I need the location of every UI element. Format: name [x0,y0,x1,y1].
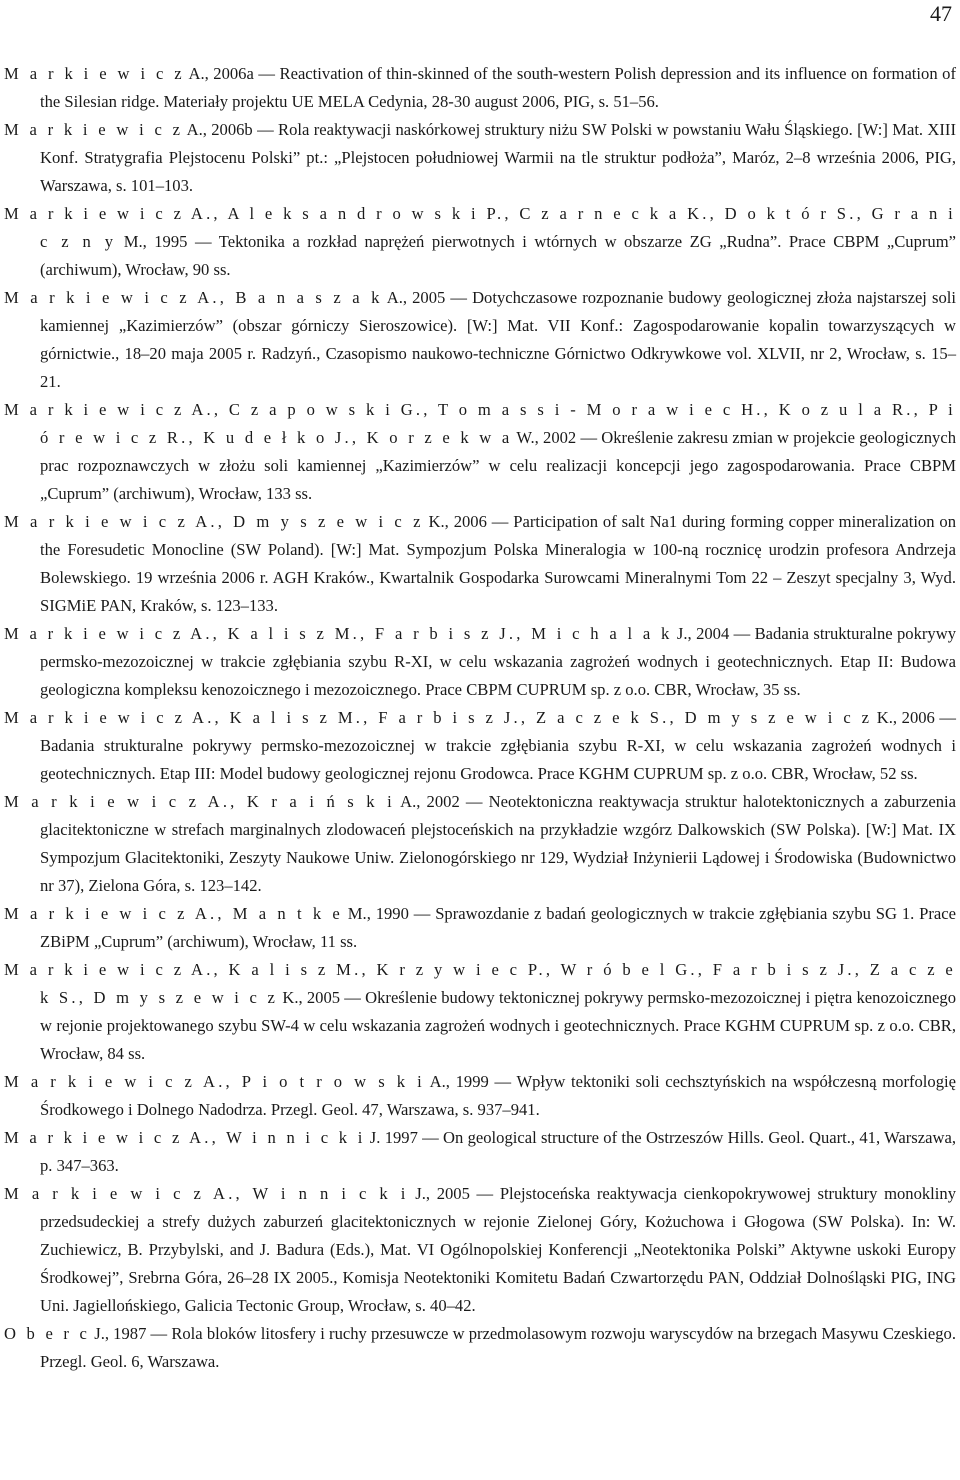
reference-details: M., 1990 — Sprawozdanie z badań geologicznych w trakcie zgłębiania szybu SG 1. Prace ZBiPM „Cuprum” (archiwum), Wrocław, 11 ss. [40,904,956,951]
reference-entry [4,1180,956,1320]
reference-entry [4,956,956,1068]
reference-authors: M a r k i e w i c z [4,120,184,139]
reference-entry [4,396,956,508]
reference-entry [4,1068,956,1124]
reference-details: K., 2006 — Participation of salt Na1 during forming copper mineralization on the Foresudetic Monocline (SW Poland). [W:] Mat. Sympozjum Polska Mineralogia w 100-ną rocznicę urodzin profesora Andrzeja Bolewskiego. 19 września 2006 r. AGH Kraków., Kwartalnik Gospodarka Surowcami Mineralnymi Tom 22 – Zeszyt specjalny 3, Wyd. SIGMiE PAN, Kraków, s. 123–133. [40,512,956,615]
reference-entry [4,284,956,396]
reference-entry [4,704,956,788]
reference-details: K., 2005 — Określenie budowy tektonicznej pokrywy permsko-mezozoicznej i piętra kenozoicznego w rejonie projektowanego szybu SW-4 w celu wskazania zagrożeń wodnych i geotechnicznych. Prace KGHM CUPRUM sp. z o.o. CBR, Wrocław, 84 ss. [40,988,956,1063]
reference-entry [4,200,956,284]
reference-authors: M a r k i e w i c z A., P i o t r o w s k i [4,1072,425,1091]
reference-authors: M a r k i e w i c z A., C z a p o w s k i G., T o m a s s i - M o r a w i e c H., K o z u l a R., P i ó r e w i c z R., K u d e ł k o J., K o r z e k w a [4,400,956,447]
reference-entry [4,60,956,116]
reference-authors: M a r k i e w i c z A., B a n a s z a k [4,288,383,307]
reference-details: A., 2002 — Neotektoniczna reaktywacja struktur halotektonicznych a zaburzenia glacitektoniczne w strefach marginalnych zlodowaceń plejstoceńskich na przykładzie wzgórz Dalkowskich (SW Polska). [W:] Mat. IX Sympozjum Glacitektoniki, Zeszyty Naukowe Uniw. Zielonogórskiego nr 129, Wydział Inżynierii Lądowej i Środowiska (Budownictwo nr 37), Zielona Góra, s. 123–142. [40,792,956,895]
reference-authors: M a r k i e w i c z A., K r a i ń s k i [4,792,395,811]
page-number: 47 [930,1,952,26]
reference-entry [4,1124,956,1180]
reference-authors: M a r k i e w i c z [4,64,185,83]
reference-details: W., 2002 — Określenie zakresu zmian w projekcie geologicznych prac rozpoznawczych w złożu soli kamiennej „Kazimierzów” w celu realizacji koncepcji jego zagospodarowania. Prace CBPM „Cuprum” (archiwum), Wrocław, 133 ss. [40,428,956,503]
reference-authors: O b e r c [4,1324,91,1343]
reference-authors: M a r k i e w i c z A., D m y s z e w i c z [4,512,424,531]
reference-details: A., 2005 — Dotychczasowe rozpoznanie budowy geologicznej złoża najstarszej soli kamiennej „Kazimierzów” (obszar górniczy Sieroszowice). [W:] Mat. VII Konf.: Zagospodarowanie kopalin towarzyszących w górnictwie., 18–20 maja 2005 r. Radzyń., Czasopismo naukowo-techniczne Górnictwo Odkrywkowe vol. XLVII, nr 2, Wrocław, s. 15–21. [40,288,956,391]
reference-details: A., 2006a — Reactivation of thin-skinned of the south-western Polish depression and its influence on formation of the Silesian ridge. Materiały projektu UE MELA Cedynia, 28-30 august 2006, PIG, s. 51–56. [40,64,956,111]
reference-authors: M a r k i e w i c z A., A l e k s a n d r o w s k i P., C z a r n e c k a K., D o k t ó r S., G r a n i c z n y [4,204,956,251]
reference-entry [4,116,956,200]
reference-authors: M a r k i e w i c z A., W i n n i c k i [4,1128,366,1147]
reference-authors: M a r k i e w i c z A., K a l i s z M., F a r b i s z J., M i c h a l a k [4,624,673,643]
reference-details: A., 2006b — Rola reaktywacji naskórkowej struktury niżu SW Polski w powstaniu Wału Śląskiego. [W:] Mat. XIII Konf. Stratygrafia Plejstocenu Polski” pt.: „Plejstocen południowej Warmii na tle struktur podłoża”, Maróz, 2–8 września 2006, PIG, Warszawa, s. 101–103. [40,120,956,195]
reference-entry [4,900,956,956]
reference-authors: M a r k i e w i c z A., K a l i s z M., K r z y w i e c P., W r ó b e l G., F a r b i s z J., Z a c z e k S., D m y s z e w i c z [4,960,956,1007]
reference-details: J., 1987 — Rola bloków litosfery i ruchy przesuwcze w przedmolasowym rozwoju waryscydów na brzegach Masywu Czeskiego. Przegl. Geol. 6, Warszawa. [40,1324,957,1371]
reference-authors: M a r k i e w i c z A., W i n n i c k i [4,1184,409,1203]
reference-entry [4,508,956,620]
reference-details: A., 1999 — Wpływ tektoniki soli cechsztyńskich na współczesną morfologię Środkowego i Dolnego Nadodrza. Przegl. Geol. 47, Warszawa, s. 937–941. [40,1072,956,1119]
reference-entry [4,620,956,704]
reference-authors: M a r k i e w i c z A., M a n t k e [4,904,343,923]
reference-details: M., 1995 — Tektonika a rozkład naprężeń pierwotnych i wtórnych w obszarze ZG „Rudna”. Prace CBPM „Cuprum” (archiwum), Wrocław, 90 ss. [40,232,956,279]
reference-details: J. 1997 — On geological structure of the Ostrzeszów Hills. Geol. Quart., 41, Warszawa, p. 347–363. [40,1128,956,1175]
reference-details: J., 2005 — Plejstoceńska reaktywacja cienkopokrywowej struktury monokliny przedsudeckiej a strefy dużych zaburzeń glacitektonicznych w rejonie Zielonej Góry, Kożuchowa i Głogowa (SW Polska). In: W. Zuchiewicz, B. Przybylski, and J. Badura (Eds.), Mat. VI Ogólnopolskiej Konferencji „Neotektonika Polski” Aktywne uskoki Europy Środkowej”, Srebrna Góra, 26–28 IX 2005., Komisja Neotektoniki Komitetu Badań Czwartorzędu PAN, Oddział Dolnośląski PIG, ING Uni. Jagiellońskiego, Galicia Tectonic Group, Wrocław, s. 40–42. [40,1184,956,1315]
reference-list [4,60,956,1376]
reference-entry [4,1320,956,1376]
reference-authors: M a r k i e w i c z A., K a l i s z M., F a r b i s z J., Z a c z e k S., D m y s z e w i c z [4,708,873,727]
reference-details: J., 2004 — Badania strukturalne pokrywy permsko-mezozoicznej w trakcie zgłębiania szybu R-XI, w celu wskazania zagrożeń wodnych i geotechnicznych. Etap II: Budowa geologiczna kompleksu kenozoicznego i mezozoicznego. Prace CBPM CUPRUM sp. z o.o. CBR, Wrocław, 35 ss. [40,624,956,699]
reference-entry [4,788,956,900]
reference-details: K., 2006 — Badania strukturalne pokrywy permsko-mezozoicznej w trakcie zgłębiania szybu R-XI, w celu wskazania zagrożeń wodnych i geotechnicznych. Etap III: Model budowy geologicznej rejonu Grodowca. Prace KGHM CUPRUM sp. z o.o. CBR, Wrocław, 52 ss. [40,708,957,783]
